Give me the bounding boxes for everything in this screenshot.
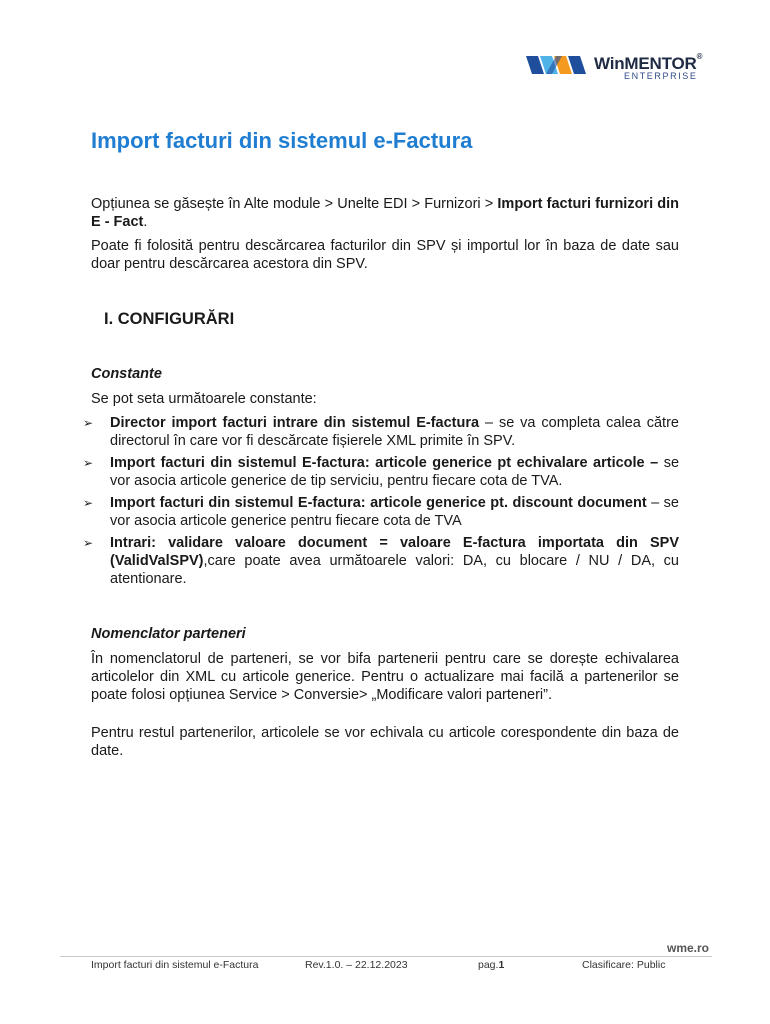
arrow-bullet-icon: ➢ <box>83 536 94 550</box>
arrow-bullet-icon: ➢ <box>83 416 94 430</box>
nomenclator-heading: Nomenclator parteneri <box>91 626 246 642</box>
nomenclator-paragraph-rest: Pentru restul partenerilor, articolele se vor echivala cu articole corespondente din baza de date. <box>91 725 679 759</box>
arrow-bullet-icon: ➢ <box>83 456 94 470</box>
list-item: ➢ Intrari: validare valoare document = valoare E-factura importata din SPV (ValidValSPV),care poate avea următoarele valori: DA, cu blocare / NU / DA, cu atentionare. <box>83 535 679 587</box>
footer-revision: Rev.1.0. – 22.12.2023 <box>305 959 408 971</box>
winmentor-logo-icon <box>526 54 590 76</box>
constante-intro: Se pot seta următoarele constante: <box>91 391 317 407</box>
logo-subtitle: ENTERPRISE <box>624 71 698 81</box>
intro-paragraph-location: Opțiunea se găsește în Alte module > Unelte EDI > Furnizori > Import facturi furnizori din E - Fact. <box>91 196 679 230</box>
list-item: ➢ Import facturi din sistemul E-factura: articole generice pt echivalare articole – se vor asocia articole generice de tip serviciu, pentru fiecare cota de TVA. <box>83 455 680 489</box>
footer-website: wme.ro <box>667 941 710 955</box>
footer-page-number: pag.1 <box>478 959 505 971</box>
logo-wordmark: WinMENTOR® <box>594 52 703 73</box>
nomenclator-paragraph: În nomenclatorul de parteneri, se vor bifa partenerii pentru care se dorește echivalarea articolelor din XML cu articole generice. Pentru o actualizare mai facilă a partenerilor se poate folosi opțiunea Service > Conversie> „Modificare valori parteneri”. <box>91 651 679 703</box>
constante-heading: Constante <box>91 366 162 382</box>
list-item: ➢ Import facturi din sistemul E-factura: articole generice pt. discount document – se vor asocia articole generice pentru fiecare cota de TVA <box>83 495 680 529</box>
arrow-bullet-icon: ➢ <box>83 496 94 510</box>
footer-divider <box>60 956 712 957</box>
footer-classification: Clasificare: Public <box>582 959 666 971</box>
winmentor-logo <box>526 52 716 82</box>
section-heading: I. CONFIGURĂRI <box>104 310 235 328</box>
intro-paragraph-purpose: Poate fi folosită pentru descărcarea facturilor din SPV și importul lor în baza de date sau doar pentru descărcarea acestora din SPV. <box>91 238 679 272</box>
footer-document-title: Import facturi din sistemul e-Factura <box>91 959 259 971</box>
constante-list <box>83 414 679 592</box>
list-item: ➢ Director import facturi intrare din sistemul E-factura – se va completa calea către directorul în care vor fi descărcate fișierele XML primite în SPV. <box>83 415 679 449</box>
page-title: Import facturi din sistemul e-Factura <box>91 128 473 153</box>
